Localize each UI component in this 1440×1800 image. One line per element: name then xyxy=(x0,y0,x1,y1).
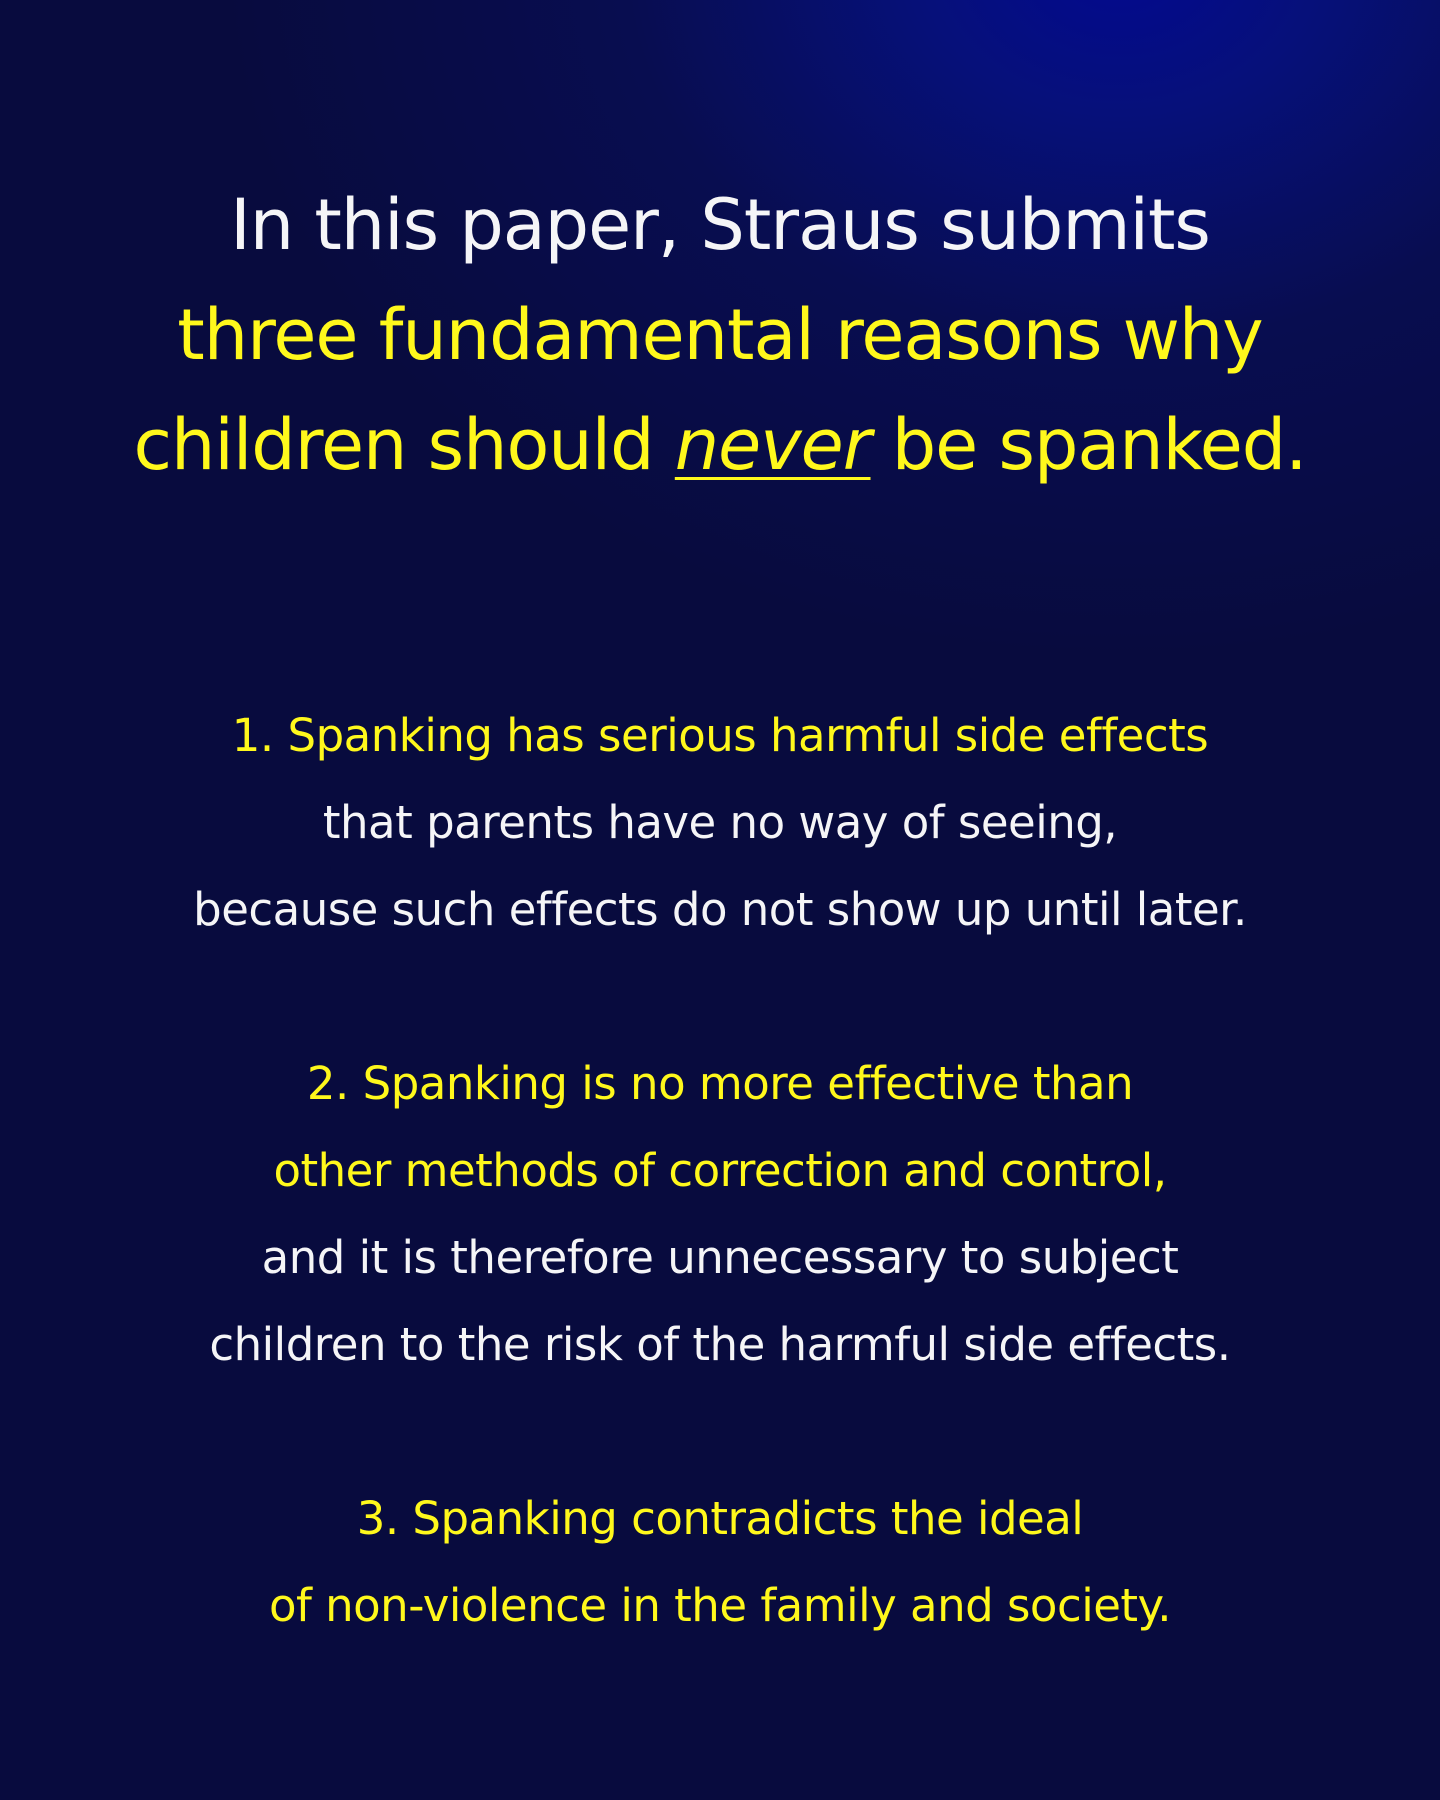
headline-line-3 xyxy=(0,390,1440,500)
reason-1 xyxy=(0,692,1440,953)
headline xyxy=(0,170,1440,500)
reason-1-line-3: because such effects do not show up until later. xyxy=(193,883,1247,936)
reason-2-line-1: 2. Spanking is no more effective than xyxy=(306,1057,1134,1110)
reason-2 xyxy=(0,1040,1440,1388)
reason-3-line-2: of non-violence in the family and society. xyxy=(268,1579,1172,1632)
reason-2-line-2: other methods of correction and control, xyxy=(273,1144,1167,1197)
reason-2-line-4: children to the risk of the harmful side effects. xyxy=(209,1318,1231,1371)
reason-1-line-2: that parents have no way of seeing, xyxy=(322,796,1118,849)
reason-3-line-1: 3. Spanking contradicts the ideal xyxy=(356,1492,1084,1545)
reason-3 xyxy=(0,1475,1440,1649)
headline-emphasis-never: never xyxy=(674,404,871,486)
reasons-list xyxy=(0,692,1440,1736)
headline-line-2: three fundamental reasons why xyxy=(177,294,1263,376)
headline-line-3-end: be spanked. xyxy=(870,404,1307,486)
reason-1-line-1: 1. Spanking has serious harmful side effects xyxy=(231,709,1209,762)
headline-line-3-start: children should xyxy=(133,404,675,486)
reason-2-line-3: and it is therefore unnecessary to subject xyxy=(261,1231,1179,1284)
headline-line-1: In this paper, Straus submits xyxy=(230,184,1210,266)
